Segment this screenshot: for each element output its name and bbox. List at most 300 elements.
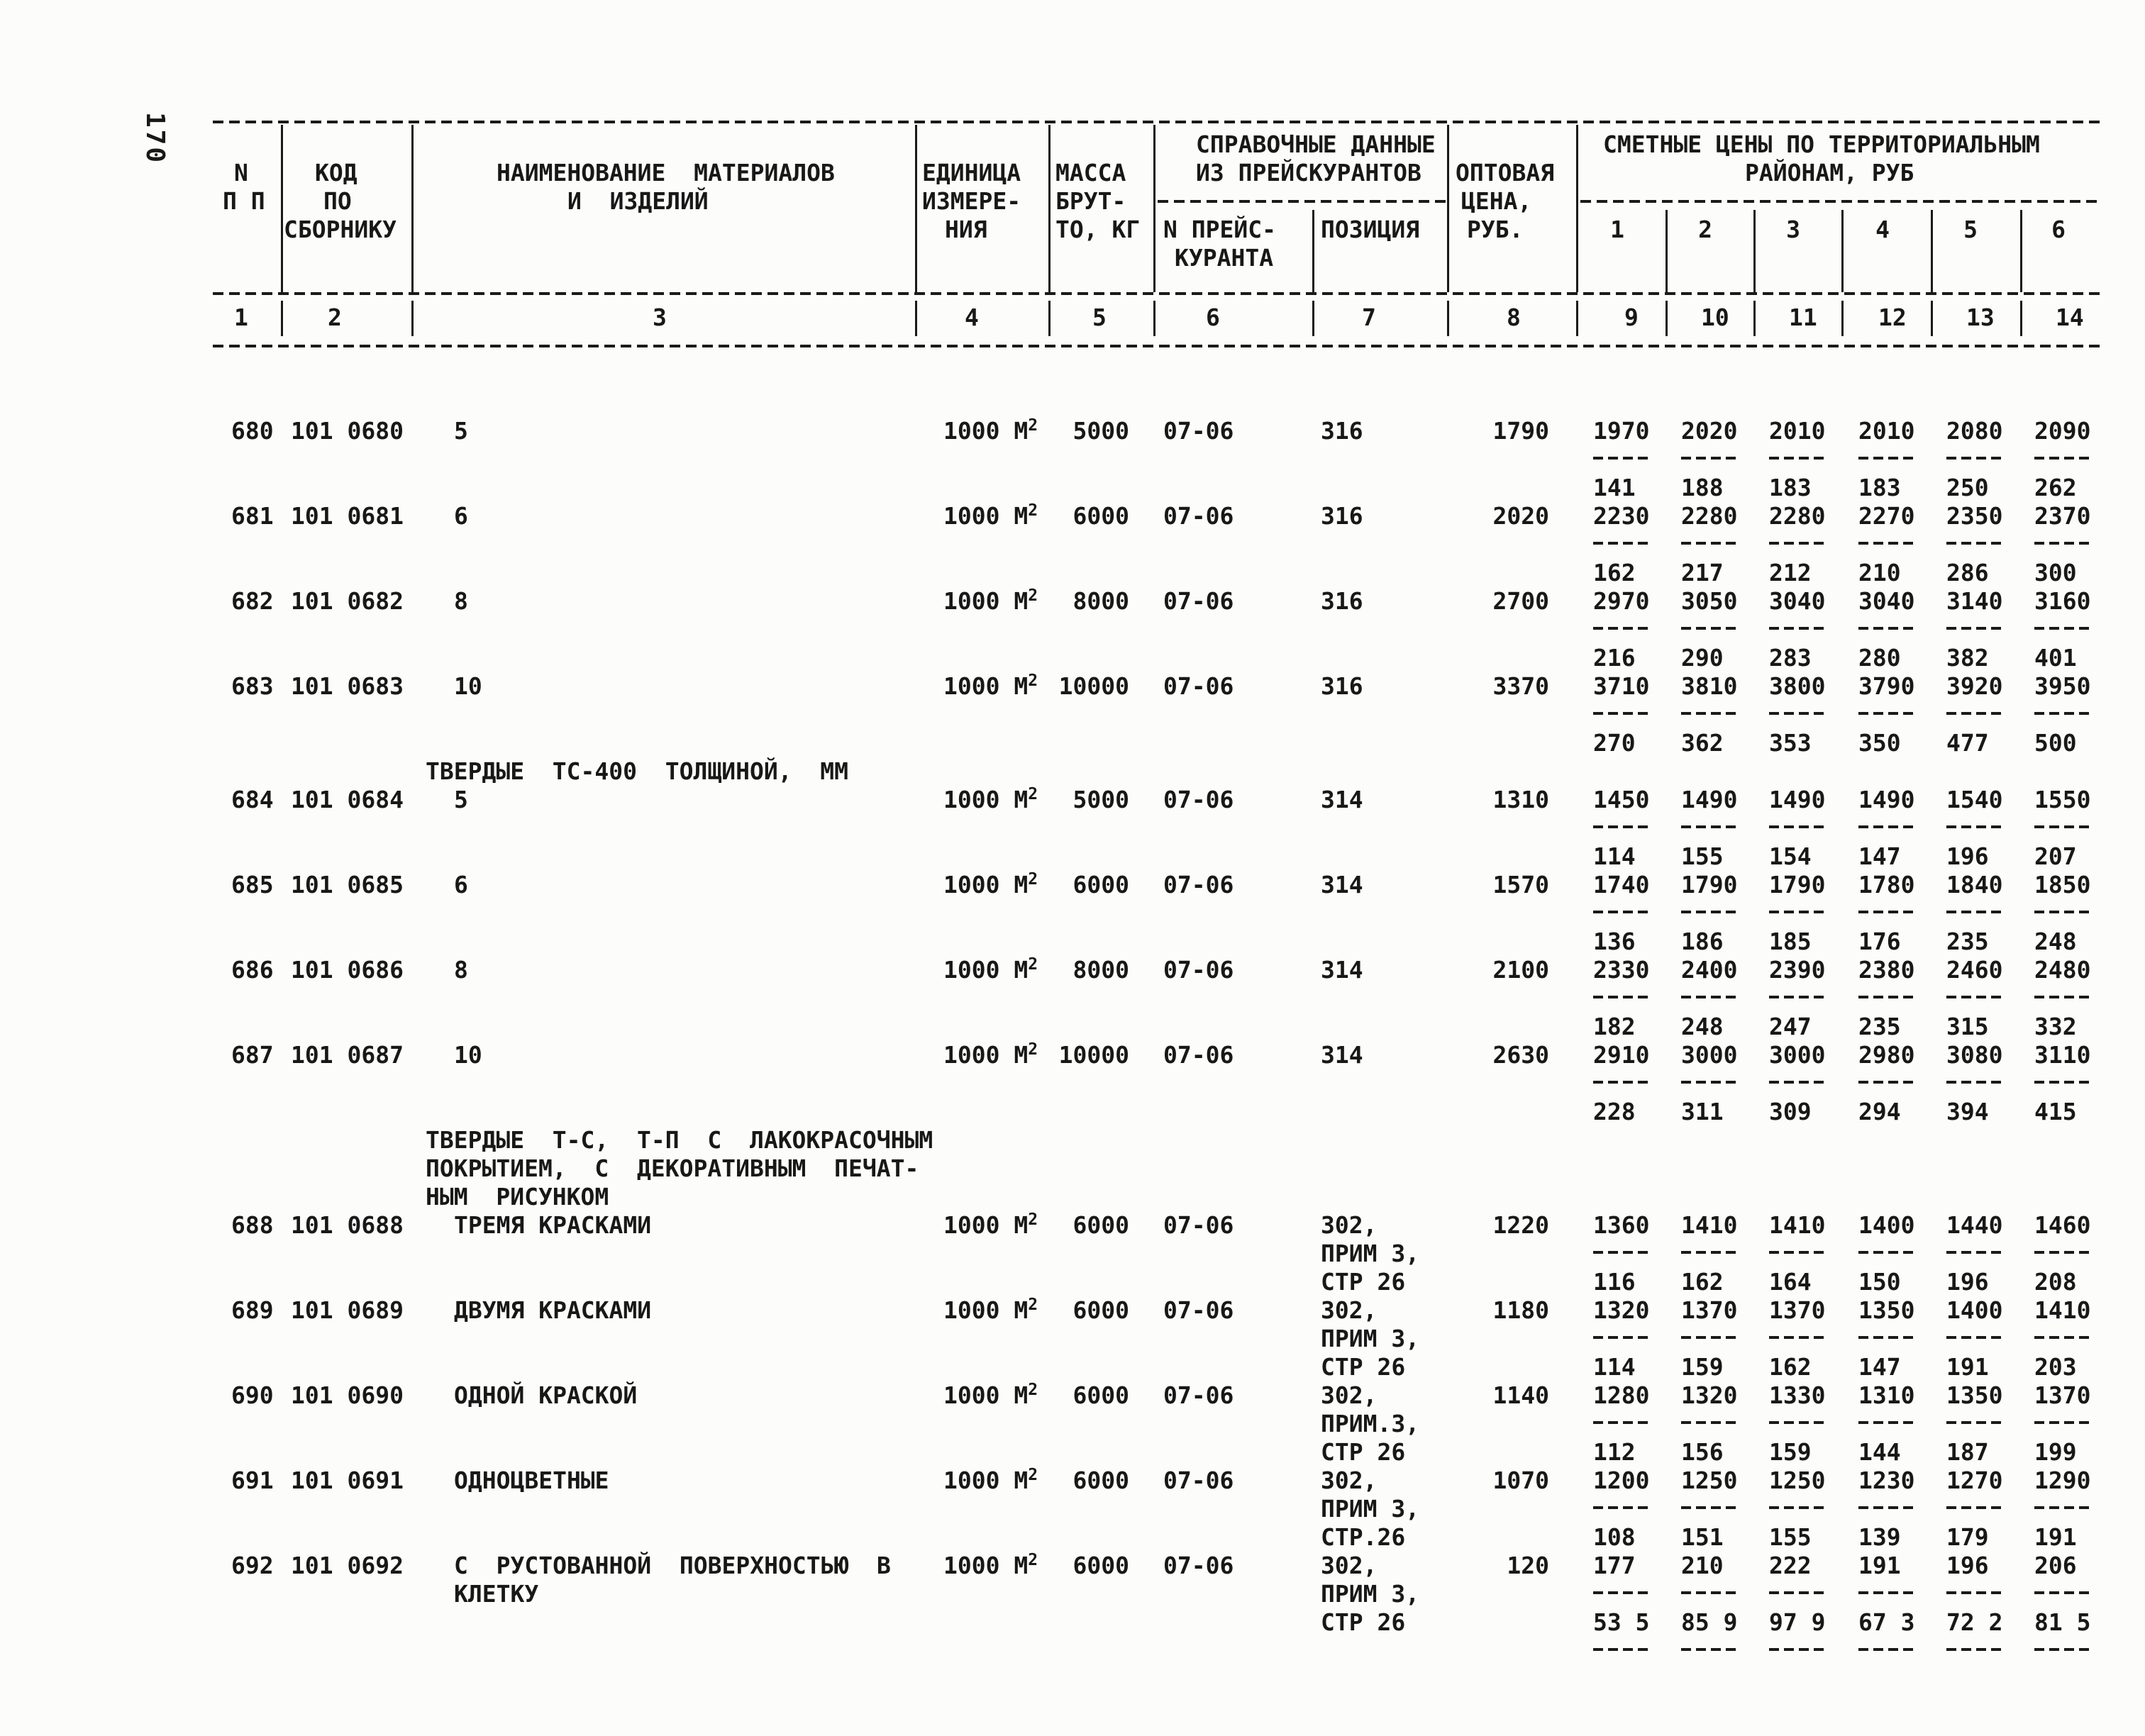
column-number-cell: 13: [1966, 304, 1995, 331]
regional-price-secondary-cell: 309: [1769, 1098, 1812, 1125]
position-ref-cell: 302,: [1321, 1467, 1378, 1494]
column-number-cell: 12: [1878, 304, 1907, 331]
regional-price-cell: 1790: [1681, 871, 1738, 898]
table-row: [0, 1041, 2145, 1126]
header-col-code-line2: ПО: [323, 187, 352, 215]
regional-price-cell: 191: [1858, 1552, 1901, 1579]
regional-price-cell: 2010: [1858, 417, 1915, 445]
regional-price-cell: 1790: [1769, 871, 1826, 898]
gross-mass-cell: 6000: [1072, 1296, 1129, 1324]
gross-mass-cell: 10000: [1058, 1041, 1129, 1069]
material-name-cell: КЛЕТКУ: [454, 1580, 539, 1608]
gross-mass-cell: 6000: [1072, 1552, 1129, 1579]
price-underline-dashes: [1858, 996, 1915, 998]
header-col-name-line2: И ИЗДЕЛИЙ: [567, 187, 709, 215]
regional-price-cell: 3160: [2034, 587, 2091, 615]
regional-price-secondary-cell: 203: [2034, 1353, 2077, 1381]
column-separator-bar: [1841, 301, 1844, 336]
row-number-cell: 685: [231, 871, 274, 898]
wholesale-price-cell: 2700: [1492, 587, 1549, 615]
row-number-cell: 687: [231, 1041, 274, 1069]
price-underline-dashes: [1946, 542, 2003, 545]
price-underline-dashes: [1681, 1421, 1738, 1424]
regional-price-secondary-cell: 159: [1769, 1438, 1812, 1466]
dashed-rule: [213, 292, 2100, 295]
price-underline-dashes: [1593, 1251, 1650, 1254]
regional-price-cell: 1410: [1769, 1211, 1826, 1239]
pricelist-number-cell: 07-06: [1163, 1211, 1234, 1239]
header-col-code-line3: СБОРНИКУ: [284, 216, 397, 243]
regional-price-cell: 1360: [1593, 1211, 1650, 1239]
table-row: [0, 587, 2145, 672]
regional-price-cell: 3950: [2034, 672, 2091, 700]
position-ref-cell: ПРИМ 3,: [1321, 1325, 1420, 1352]
section-heading-row: [0, 757, 2145, 786]
regional-price-secondary-cell: 262: [2034, 474, 2077, 501]
position-ref-cell: 302,: [1321, 1296, 1378, 1324]
material-code-cell: 101 0687: [291, 1041, 404, 1069]
regional-price-cell: 1490: [1681, 786, 1738, 813]
regional-price-cell: 3000: [1769, 1041, 1826, 1069]
regional-price-secondary-cell: 286: [1946, 559, 1989, 586]
unit-superscript: 2: [1028, 870, 1038, 889]
unit-superscript: 2: [1028, 785, 1038, 803]
header-col-pricelist-line1: N ПРЕЙС-: [1163, 216, 1276, 243]
material-name-cell: 6: [454, 502, 468, 530]
price-underline-dashes: [1769, 1421, 1826, 1424]
unit-of-measure-cell: [943, 1467, 1038, 1498]
header-col-unit-line1: ЕДИНИЦА: [922, 159, 1021, 187]
material-code-cell: 101 0683: [291, 672, 404, 700]
position-ref-cell: 316: [1321, 672, 1363, 700]
price-underline-dashes: [1593, 1081, 1650, 1084]
wholesale-price-cell: 3370: [1492, 672, 1549, 700]
column-separator-bar: [281, 125, 283, 292]
price-underline-dashes: [1946, 825, 2003, 828]
regional-price-secondary-cell: 191: [1946, 1353, 1989, 1381]
regional-price-cell: 1850: [2034, 871, 2091, 898]
regional-price-secondary-cell: 401: [2034, 644, 2077, 672]
regional-price-cell: 2330: [1593, 956, 1650, 984]
price-underline-dashes: [1681, 825, 1738, 828]
regional-price-secondary-cell: 136: [1593, 928, 1636, 955]
position-ref-cell: 302,: [1321, 1552, 1378, 1579]
regional-price-cell: 1310: [1858, 1381, 1915, 1409]
price-underline-dashes: [1593, 996, 1650, 998]
regional-price-secondary-cell: 210: [1858, 559, 1901, 586]
section-heading: ТВЕРДЫЕ ТС-400 ТОЛЩИНОЙ, ММ: [426, 757, 849, 785]
unit-superscript: 2: [1028, 1296, 1038, 1314]
regional-price-secondary-cell: 162: [1593, 559, 1636, 586]
unit-of-measure-cell: [943, 587, 1038, 618]
column-separator-bar: [1841, 210, 1844, 292]
regional-price-cell: 1490: [1769, 786, 1826, 813]
price-underline-dashes: [1681, 542, 1738, 545]
unit-text: 1000 М: [943, 1381, 1029, 1409]
column-number-cell: 7: [1362, 304, 1376, 331]
regional-price-cell: 1490: [1858, 786, 1915, 813]
gross-mass-cell: 8000: [1072, 587, 1129, 615]
regional-price-secondary-cell: 217: [1681, 559, 1724, 586]
price-underline-dashes: [2034, 627, 2091, 630]
header-col-n-line1: N: [234, 159, 248, 187]
regional-price-cell: 2350: [1946, 502, 2003, 530]
table-row: [0, 1296, 2145, 1381]
section-heading-row: [0, 1126, 2145, 1211]
price-underline-dashes: [1769, 1081, 1826, 1084]
column-separator-bar: [1753, 301, 1756, 336]
regional-price-secondary-cell: 114: [1593, 842, 1636, 870]
unit-text: 1000 М: [943, 1041, 1029, 1069]
unit-text: 1000 М: [943, 502, 1029, 530]
column-separator-bar: [1153, 301, 1155, 336]
position-ref-cell: СТР 26: [1321, 1438, 1406, 1466]
price-underline-dashes: [1769, 1648, 1826, 1651]
material-name-cell: 5: [454, 786, 468, 813]
row-number-cell: 686: [231, 956, 274, 984]
pricelist-number-cell: 07-06: [1163, 417, 1234, 445]
regional-price-cell: 2380: [1858, 956, 1915, 984]
header-region-number: 4: [1875, 216, 1890, 243]
price-underline-dashes: [1946, 1421, 2003, 1424]
price-underline-dashes: [1769, 627, 1826, 630]
price-underline-dashes: [1593, 542, 1650, 545]
unit-of-measure-cell: [943, 956, 1038, 987]
pricelist-number-cell: 07-06: [1163, 1552, 1234, 1579]
price-underline-dashes: [1593, 1421, 1650, 1424]
unit-of-measure-cell: [943, 417, 1038, 448]
price-underline-dashes: [1593, 825, 1650, 828]
regional-price-cell: 3920: [1946, 672, 2003, 700]
header-col-mass-line1: МАССА: [1055, 159, 1126, 187]
regional-price-secondary-cell: 183: [1858, 474, 1901, 501]
price-underline-dashes: [2034, 1081, 2091, 1084]
price-underline-dashes: [1858, 911, 1915, 913]
wholesale-price-cell: 1140: [1492, 1381, 1549, 1409]
regional-price-cell: 1840: [1946, 871, 2003, 898]
column-separator-bar: [281, 301, 283, 336]
regional-price-secondary-cell: 300: [2034, 559, 2077, 586]
material-name-cell: 10: [454, 672, 482, 700]
column-separator-bar: [1665, 210, 1668, 292]
position-ref-cell: 302,: [1321, 1381, 1378, 1409]
unit-of-measure-cell: [943, 786, 1038, 817]
position-ref-cell: 314: [1321, 1041, 1363, 1069]
price-underline-dashes: [1858, 1648, 1915, 1651]
regional-price-secondary-cell: 362: [1681, 729, 1724, 757]
pricelist-number-cell: 07-06: [1163, 786, 1234, 813]
material-name-cell: 5: [454, 417, 468, 445]
gross-mass-cell: 6000: [1072, 871, 1129, 898]
regional-price-secondary-cell: 394: [1946, 1098, 1989, 1125]
row-number-cell: 690: [231, 1381, 274, 1409]
regional-price-secondary-cell: 235: [1858, 1013, 1901, 1040]
price-underline-dashes: [1858, 1081, 1915, 1084]
gross-mass-cell: 5000: [1072, 417, 1129, 445]
price-underline-dashes: [1681, 996, 1738, 998]
material-code-cell: 101 0685: [291, 871, 404, 898]
regional-price-secondary-cell: 53 5: [1593, 1608, 1650, 1636]
material-name-cell: 10: [454, 1041, 482, 1069]
wholesale-price-cell: 2100: [1492, 956, 1549, 984]
price-underline-dashes: [1681, 1506, 1738, 1509]
material-code-cell: 101 0689: [291, 1296, 404, 1324]
wholesale-price-cell: 1180: [1492, 1296, 1549, 1324]
dashed-rule: [1158, 200, 1446, 203]
regional-price-cell: 2400: [1681, 956, 1738, 984]
price-underline-dashes: [1681, 1591, 1738, 1594]
column-number-cell: 2: [328, 304, 342, 331]
unit-of-measure-cell: [943, 1552, 1038, 1583]
column-number-cell: 9: [1624, 304, 1639, 331]
price-underline-dashes: [1769, 911, 1826, 913]
pricelist-number-cell: 07-06: [1163, 1381, 1234, 1409]
price-underline-dashes: [1858, 627, 1915, 630]
pricelist-number-cell: 07-06: [1163, 587, 1234, 615]
column-number-cell: 4: [965, 304, 979, 331]
unit-of-measure-cell: [943, 871, 1038, 902]
section-heading: НЫМ РИСУНКОМ: [426, 1183, 609, 1211]
position-ref-cell: СТР 26: [1321, 1353, 1406, 1381]
unit-superscript: 2: [1028, 1381, 1038, 1399]
regional-price-cell: 3810: [1681, 672, 1738, 700]
unit-of-measure-cell: [943, 1381, 1038, 1413]
regional-price-cell: 3800: [1769, 672, 1826, 700]
row-number-cell: 681: [231, 502, 274, 530]
price-underline-dashes: [1769, 825, 1826, 828]
table-row: [0, 871, 2145, 956]
regional-price-secondary-cell: 183: [1769, 474, 1812, 501]
row-number-cell: 688: [231, 1211, 274, 1239]
regional-price-cell: 1230: [1858, 1467, 1915, 1494]
position-ref-cell: СТР 26: [1321, 1268, 1406, 1296]
regional-price-secondary-cell: 112: [1593, 1438, 1636, 1466]
table-row: [0, 1381, 2145, 1467]
regional-price-cell: 3110: [2034, 1041, 2091, 1069]
column-separator-bar: [915, 125, 917, 292]
material-name-cell: ДВУМЯ КРАСКАМИ: [454, 1296, 652, 1324]
header-col-code-line1: КОД: [315, 159, 358, 187]
regional-price-secondary-cell: 141: [1593, 474, 1636, 501]
regional-price-secondary-cell: 350: [1858, 729, 1901, 757]
column-number-cell: 5: [1092, 304, 1107, 331]
price-underline-dashes: [1769, 542, 1826, 545]
regional-price-secondary-cell: 477: [1946, 729, 1989, 757]
regional-price-cell: 2460: [1946, 956, 2003, 984]
unit-text: 1000 М: [943, 672, 1029, 700]
price-underline-dashes: [1769, 457, 1826, 460]
regional-price-cell: 3040: [1858, 587, 1915, 615]
column-number-cell: 8: [1507, 304, 1521, 331]
material-code-cell: 101 0680: [291, 417, 404, 445]
pricelist-number-cell: 07-06: [1163, 1041, 1234, 1069]
pricelist-number-cell: 07-06: [1163, 502, 1234, 530]
regional-price-secondary-cell: 248: [1681, 1013, 1724, 1040]
column-separator-bar: [1931, 301, 1933, 336]
header-estimate-group-line2: РАЙОНАМ, РУБ: [1745, 159, 1914, 187]
unit-text: 1000 М: [943, 1211, 1029, 1239]
position-ref-cell: 314: [1321, 786, 1363, 813]
regional-price-secondary-cell: 191: [2034, 1523, 2077, 1551]
price-underline-dashes: [1858, 825, 1915, 828]
regional-price-secondary-cell: 188: [1681, 474, 1724, 501]
regional-price-cell: 2280: [1769, 502, 1826, 530]
regional-price-cell: 1290: [2034, 1467, 2091, 1494]
price-underline-dashes: [1858, 542, 1915, 545]
unit-text: 1000 М: [943, 1296, 1029, 1324]
row-number-cell: 684: [231, 786, 274, 813]
header-col-wholesale-line1: ОПТОВАЯ: [1456, 159, 1555, 187]
position-ref-cell: 314: [1321, 871, 1363, 898]
unit-text: 1000 М: [943, 871, 1029, 898]
page-number: 170: [140, 112, 170, 165]
unit-text: 1000 М: [943, 587, 1029, 615]
price-underline-dashes: [1681, 712, 1738, 715]
column-number-cell: 3: [653, 304, 667, 331]
price-underline-dashes: [1946, 457, 2003, 460]
regional-price-secondary-cell: 216: [1593, 644, 1636, 672]
row-number-cell: 691: [231, 1467, 274, 1494]
table-row: [0, 1211, 2145, 1296]
column-separator-bar: [1048, 301, 1051, 336]
price-underline-dashes: [1593, 457, 1650, 460]
column-separator-bar: [915, 301, 917, 336]
price-underline-dashes: [1593, 1591, 1650, 1594]
pricelist-number-cell: 07-06: [1163, 956, 1234, 984]
regional-price-secondary-cell: 156: [1681, 1438, 1724, 1466]
price-underline-dashes: [1681, 457, 1738, 460]
regional-price-secondary-cell: 212: [1769, 559, 1812, 586]
wholesale-price-cell: 1220: [1492, 1211, 1549, 1239]
dashed-rule: [213, 121, 2100, 123]
regional-price-secondary-cell: 315: [1946, 1013, 1989, 1040]
regional-price-cell: 3710: [1593, 672, 1650, 700]
unit-of-measure-cell: [943, 672, 1038, 703]
header-col-pricelist-line2: КУРАНТА: [1175, 244, 1274, 272]
price-underline-dashes: [2034, 996, 2091, 998]
material-code-cell: 101 0686: [291, 956, 404, 984]
header-reference-group-line2: ИЗ ПРЕЙСКУРАНТОВ: [1196, 159, 1421, 187]
section-heading: ТВЕРДЫЕ Т-С, Т-П С ЛАКОКРАСОЧНЫМ: [426, 1126, 933, 1154]
regional-price-cell: 1320: [1681, 1381, 1738, 1409]
material-name-cell: С РУСТОВАННОЙ ПОВЕРХНОСТЬЮ В: [454, 1552, 891, 1579]
column-separator-bar: [411, 301, 414, 336]
regional-price-cell: 3040: [1769, 587, 1826, 615]
regional-price-cell: 2280: [1681, 502, 1738, 530]
regional-price-cell: 1410: [1681, 1211, 1738, 1239]
header-region-number: 2: [1698, 216, 1712, 243]
position-ref-cell: СТР 26: [1321, 1608, 1406, 1636]
regional-price-secondary-cell: 182: [1593, 1013, 1636, 1040]
position-ref-cell: ПРИМ 3,: [1321, 1580, 1420, 1608]
regional-price-secondary-cell: 176: [1858, 928, 1901, 955]
material-name-cell: ОДНОЙ КРАСКОЙ: [454, 1381, 638, 1409]
column-separator-bar: [2020, 210, 2022, 292]
price-underline-dashes: [1681, 1251, 1738, 1254]
regional-price-cell: 3790: [1858, 672, 1915, 700]
price-underline-dashes: [1593, 911, 1650, 913]
material-name-cell: ОДНОЦВЕТНЫЕ: [454, 1467, 609, 1494]
price-underline-dashes: [1858, 1251, 1915, 1254]
pricelist-number-cell: 07-06: [1163, 672, 1234, 700]
row-number-cell: 692: [231, 1552, 274, 1579]
unit-text: 1000 М: [943, 417, 1029, 445]
column-separator-bar: [1048, 125, 1051, 292]
header-region-number: 6: [2051, 216, 2066, 243]
position-ref-cell: 316: [1321, 502, 1363, 530]
regional-price-secondary-cell: 155: [1681, 842, 1724, 870]
unit-text: 1000 М: [943, 786, 1029, 813]
regional-price-cell: 1270: [1946, 1467, 2003, 1494]
price-underline-dashes: [2034, 1591, 2091, 1594]
unit-superscript: 2: [1028, 955, 1038, 974]
regional-price-secondary-cell: 270: [1593, 729, 1636, 757]
regional-price-cell: 210: [1681, 1552, 1724, 1579]
regional-price-secondary-cell: 196: [1946, 842, 1989, 870]
price-underline-dashes: [1858, 457, 1915, 460]
regional-price-cell: 2390: [1769, 956, 1826, 984]
price-underline-dashes: [2034, 1648, 2091, 1651]
regional-price-secondary-cell: 97 9: [1769, 1608, 1826, 1636]
row-number-cell: 689: [231, 1296, 274, 1324]
unit-superscript: 2: [1028, 1551, 1038, 1569]
column-separator-bar: [1447, 125, 1449, 292]
price-underline-dashes: [1769, 1591, 1826, 1594]
regional-price-secondary-cell: 382: [1946, 644, 1989, 672]
regional-price-cell: 2970: [1593, 587, 1650, 615]
dashed-rule: [1580, 200, 2098, 203]
material-name-cell: ТРЕМЯ КРАСКАМИ: [454, 1211, 652, 1239]
regional-price-cell: 1250: [1681, 1467, 1738, 1494]
regional-price-secondary-cell: 332: [2034, 1013, 2077, 1040]
row-number-cell: 682: [231, 587, 274, 615]
regional-price-secondary-cell: 147: [1858, 1353, 1901, 1381]
regional-price-cell: 206: [2034, 1552, 2077, 1579]
unit-superscript: 2: [1028, 501, 1038, 520]
regional-price-cell: 2910: [1593, 1041, 1650, 1069]
regional-price-cell: 1250: [1769, 1467, 1826, 1494]
price-underline-dashes: [2034, 825, 2091, 828]
column-separator-bar: [1576, 301, 1578, 336]
regional-price-secondary-cell: 228: [1593, 1098, 1636, 1125]
regional-price-cell: 3000: [1681, 1041, 1738, 1069]
regional-price-secondary-cell: 415: [2034, 1098, 2077, 1125]
regional-price-secondary-cell: 196: [1946, 1268, 1989, 1296]
regional-price-secondary-cell: 81 5: [2034, 1608, 2091, 1636]
price-underline-dashes: [1946, 712, 2003, 715]
table-row: [0, 786, 2145, 871]
header-col-wholesale-line2: ЦЕНА,: [1461, 187, 1532, 215]
regional-price-secondary-cell: 290: [1681, 644, 1724, 672]
price-underline-dashes: [1946, 627, 2003, 630]
regional-price-cell: 3080: [1946, 1041, 2003, 1069]
section-heading: ПОКРЫТИЕМ, С ДЕКОРАТИВНЫМ ПЕЧАТ-: [426, 1154, 919, 1182]
column-number-cell: 11: [1789, 304, 1817, 331]
regional-price-secondary-cell: 185: [1769, 928, 1812, 955]
material-code-cell: 101 0681: [291, 502, 404, 530]
regional-price-cell: 1370: [2034, 1381, 2091, 1409]
regional-price-cell: 1350: [1946, 1381, 2003, 1409]
regional-price-cell: 2480: [2034, 956, 2091, 984]
unit-superscript: 2: [1028, 586, 1038, 605]
row-number-cell: 680: [231, 417, 274, 445]
wholesale-price-cell: 1790: [1492, 417, 1549, 445]
regional-price-secondary-cell: 353: [1769, 729, 1812, 757]
header-col-name-line1: НАИМЕНОВАНИЕ МАТЕРИАЛОВ: [497, 159, 835, 187]
header-col-unit-line3: НИЯ: [945, 216, 987, 243]
wholesale-price-cell: 2020: [1492, 502, 1549, 530]
regional-price-cell: 1330: [1769, 1381, 1826, 1409]
